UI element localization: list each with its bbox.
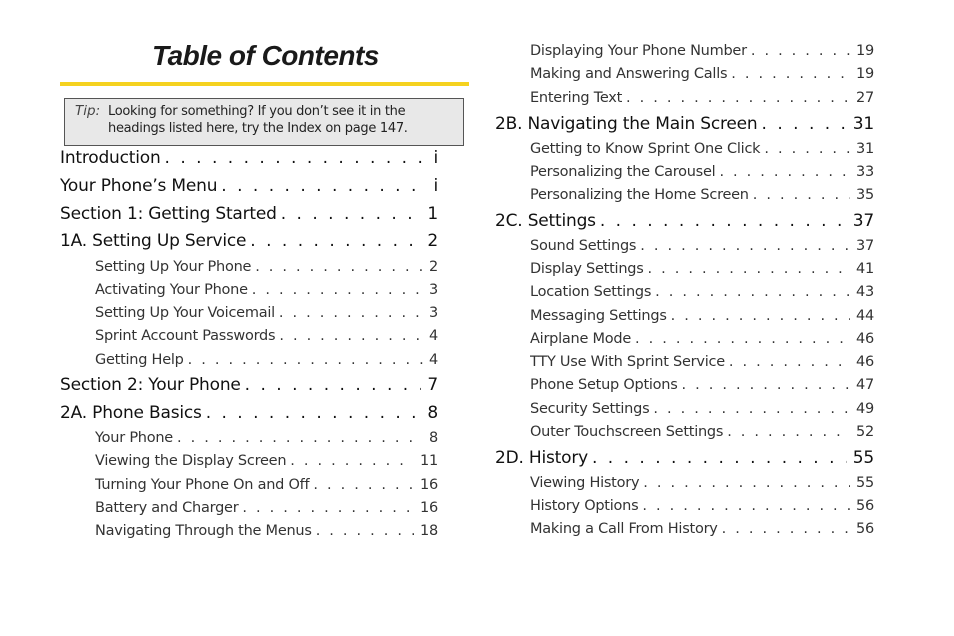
toc-entry-page: i	[433, 148, 438, 168]
toc-entry-label: Display Settings	[530, 261, 644, 277]
toc-entry-page: 3	[429, 305, 438, 321]
toc-entry-label: Making a Call From History	[530, 521, 718, 537]
toc-entry-label: Navigating Through the Menus	[95, 523, 312, 539]
dot-leader	[313, 477, 414, 493]
toc-entry-label: Introduction	[60, 148, 161, 168]
toc-entry[interactable]	[530, 90, 874, 106]
toc-entry-label: Viewing the Display Screen	[95, 453, 287, 469]
toc-entry[interactable]	[60, 231, 438, 251]
toc-entry[interactable]	[95, 477, 438, 493]
dot-leader	[729, 354, 850, 370]
toc-entry-label: Your Phone	[95, 430, 173, 446]
toc-entry-label: Your Phone’s Menu	[60, 176, 218, 196]
toc-entry-page: 27	[856, 90, 874, 106]
dot-leader	[290, 453, 414, 469]
dot-leader	[177, 430, 423, 446]
toc-entry-page: 4	[429, 328, 438, 344]
toc-entry[interactable]	[530, 377, 874, 393]
tip-label: Tip:	[75, 103, 101, 119]
toc-entry[interactable]	[60, 403, 438, 423]
toc-entry[interactable]	[530, 308, 874, 324]
toc-entry[interactable]	[530, 187, 874, 203]
toc-entry[interactable]	[95, 305, 438, 321]
toc-entry[interactable]	[95, 259, 438, 275]
toc-entry-page: 44	[856, 308, 874, 324]
dot-leader	[640, 238, 850, 254]
toc-entry[interactable]	[60, 375, 438, 395]
toc-entry[interactable]	[530, 43, 874, 59]
tip-text: Looking for something? If you don’t see it in the headings listed here, try the Index on page 147.	[108, 104, 408, 136]
toc-entry-label: 2A. Phone Basics	[60, 403, 202, 423]
dot-leader	[165, 148, 428, 168]
dot-leader	[279, 328, 423, 344]
toc-entry-page: 55	[852, 448, 874, 468]
toc-entry-page: 46	[856, 354, 874, 370]
toc-entry-page: 3	[429, 282, 438, 298]
toc-entry-page: 2	[427, 231, 438, 251]
dot-leader	[245, 375, 422, 395]
toc-entry[interactable]	[60, 176, 438, 196]
dot-leader	[648, 261, 851, 277]
dot-leader	[764, 141, 850, 157]
toc-entry[interactable]	[95, 282, 438, 298]
toc-entry-page: 16	[420, 477, 438, 493]
dot-leader	[635, 331, 850, 347]
dot-leader	[753, 187, 850, 203]
toc-entry-page: 37	[852, 211, 874, 231]
toc-entry-page: 56	[856, 498, 874, 514]
dot-leader	[727, 424, 850, 440]
toc-entry-page: 18	[420, 523, 438, 539]
toc-entry-page: 49	[856, 401, 874, 417]
toc-entry-page: 8	[427, 403, 438, 423]
toc-entry-page: 33	[856, 164, 874, 180]
toc-entry[interactable]	[530, 521, 874, 537]
toc-entry[interactable]	[530, 284, 874, 300]
toc-entry[interactable]	[530, 141, 874, 157]
toc-entry-label: Personalizing the Carousel	[530, 164, 716, 180]
toc-entry[interactable]	[530, 401, 874, 417]
dot-leader	[206, 403, 422, 423]
toc-entry-page: 37	[856, 238, 874, 254]
dot-leader	[682, 377, 851, 393]
toc-entry-label: Getting to Know Sprint One Click	[530, 141, 761, 157]
toc-entry-page: 31	[852, 114, 874, 134]
toc-entry-label: 2D. History	[495, 448, 588, 468]
dot-leader	[653, 401, 850, 417]
toc-entry-page: 31	[856, 141, 874, 157]
toc-entry[interactable]	[530, 66, 874, 82]
dot-leader	[719, 164, 850, 180]
dot-leader	[279, 305, 423, 321]
dot-leader	[643, 475, 850, 491]
toc-entry-label: Battery and Charger	[95, 500, 239, 516]
toc-entry-page: 41	[856, 261, 874, 277]
toc-entry[interactable]	[530, 498, 874, 514]
dot-leader	[188, 352, 423, 368]
dot-leader	[722, 521, 850, 537]
toc-entry-page: 43	[856, 284, 874, 300]
toc-entry[interactable]	[530, 331, 874, 347]
toc-entry-label: Displaying Your Phone Number	[530, 43, 747, 59]
toc-entry-label: Airplane Mode	[530, 331, 632, 347]
toc-entry-page: 19	[856, 66, 874, 82]
toc-entry-page: 56	[856, 521, 874, 537]
dot-leader	[221, 176, 427, 196]
dot-leader	[316, 523, 414, 539]
toc-entry-label: Section 1: Getting Started	[60, 204, 277, 224]
toc-entry-page: 16	[420, 500, 438, 516]
toc-entry[interactable]	[60, 148, 438, 168]
dot-leader	[731, 66, 850, 82]
toc-entry[interactable]	[95, 328, 438, 344]
toc-entry[interactable]	[530, 164, 874, 180]
toc-entry-page: 4	[429, 352, 438, 368]
dot-leader	[252, 282, 423, 298]
page-title: Table of Contents	[152, 40, 379, 71]
dot-leader	[255, 259, 423, 275]
toc-entry-page: 1	[427, 204, 438, 224]
toc-entry-label: Phone Setup Options	[530, 377, 678, 393]
toc-entry-label: Setting Up Your Phone	[95, 259, 252, 275]
toc-entry[interactable]	[495, 114, 874, 134]
toc-entry-page: 55	[856, 475, 874, 491]
toc-entry-page: i	[433, 176, 438, 196]
toc-entry-page: 7	[427, 375, 438, 395]
toc-entry-label: 2B. Navigating the Main Screen	[495, 114, 758, 134]
toc-entry-label: Viewing History	[530, 475, 640, 491]
dot-leader	[642, 498, 850, 514]
dot-leader	[655, 284, 850, 300]
toc-entry-page: 35	[856, 187, 874, 203]
toc-entry[interactable]	[495, 448, 874, 468]
toc-entry-label: Turning Your Phone On and Off	[95, 477, 310, 493]
toc-entry-label: Location Settings	[530, 284, 652, 300]
toc-entry[interactable]	[95, 523, 438, 539]
toc-entry-page: 19	[856, 43, 874, 59]
toc-entry-label: Making and Answering Calls	[530, 66, 728, 82]
toc-entry[interactable]	[495, 211, 874, 231]
toc-entry[interactable]	[95, 430, 438, 446]
dot-leader	[671, 308, 850, 324]
toc-entry-label: Entering Text	[530, 90, 623, 106]
toc-entry-label: History Options	[530, 498, 639, 514]
dot-leader	[751, 43, 850, 59]
toc-entry[interactable]	[95, 352, 438, 368]
toc-entry-page: 11	[420, 453, 438, 469]
toc-entry-label: Security Settings	[530, 401, 650, 417]
toc-entry[interactable]	[530, 238, 874, 254]
dot-leader	[242, 500, 414, 516]
dot-leader	[762, 114, 847, 134]
toc-entry-page: 52	[856, 424, 874, 440]
toc-entry[interactable]	[95, 453, 438, 469]
toc-entry[interactable]	[530, 475, 874, 491]
toc-entry-page: 46	[856, 331, 874, 347]
dot-leader	[600, 211, 847, 231]
toc-entry-label: TTY Use With Sprint Service	[530, 354, 725, 370]
toc-entry-label: Personalizing the Home Screen	[530, 187, 749, 203]
toc-entry[interactable]	[60, 204, 438, 224]
toc-entry-label: Setting Up Your Voicemail	[95, 305, 275, 321]
dot-leader	[626, 90, 850, 106]
toc-entry[interactable]	[530, 354, 874, 370]
dot-leader	[592, 448, 847, 468]
toc-entry-label: Section 2: Your Phone	[60, 375, 241, 395]
dot-leader	[250, 231, 421, 251]
toc-entry-label: 1A. Setting Up Service	[60, 231, 247, 251]
toc-entry-page: 47	[856, 377, 874, 393]
toc-entry-label: Getting Help	[95, 352, 184, 368]
toc-entry-page: 8	[429, 430, 438, 446]
toc-entry[interactable]	[530, 424, 874, 440]
toc-entry-page: 2	[429, 259, 438, 275]
dot-leader	[281, 204, 422, 224]
toc-entry-label: Messaging Settings	[530, 308, 667, 324]
toc-entry-label: Activating Your Phone	[95, 282, 248, 298]
toc-entry-label: 2C. Settings	[495, 211, 596, 231]
toc-entry[interactable]	[95, 500, 438, 516]
toc-entry-label: Sound Settings	[530, 238, 637, 254]
toc-entry[interactable]	[530, 261, 874, 277]
toc-entry-label: Sprint Account Passwords	[95, 328, 276, 344]
toc-entry-label: Outer Touchscreen Settings	[530, 424, 724, 440]
